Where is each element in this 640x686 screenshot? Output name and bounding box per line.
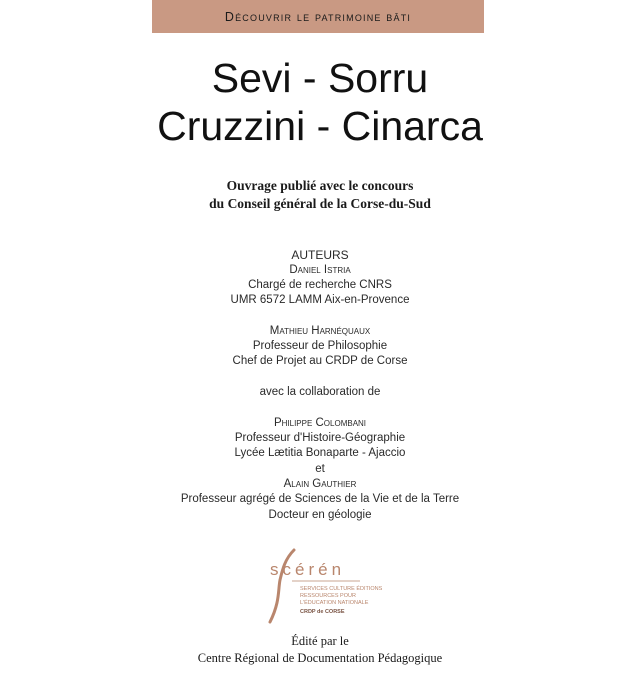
collaboration-text: avec la collaboration de	[259, 386, 381, 398]
and-text: et	[315, 463, 325, 475]
title-line-1: Sevi - Sorru	[211, 55, 429, 101]
author2-line1: Professeur de Philosophie	[252, 340, 388, 352]
series-banner-text: Découvrir le patrimoine bâti	[224, 9, 412, 24]
authors-heading: AUTEURS	[291, 248, 349, 262]
collab2-name: Alain Gauthier	[283, 478, 357, 490]
author2-name: Mathieu Harnéquaux	[269, 325, 371, 337]
publication-line-2: du Conseil général de la Corse-du-Sud	[209, 196, 431, 211]
collab1-name: Philippe Colombani	[273, 417, 367, 429]
logo-wordmark: scérén	[270, 560, 346, 579]
author1-name: Daniel Istria	[289, 264, 351, 276]
collab2-line1: Professeur agrégé de Sciences de la Vie et de la Terre	[180, 493, 460, 505]
collab1-line1: Professeur d'Histoire-Géographie	[234, 432, 406, 444]
logo-line-1: SERVICES CULTURE ÉDITIONS	[300, 586, 383, 592]
author1-line2: UMR 6572 LAMM Aix-en-Provence	[230, 294, 410, 306]
author2-line2: Chef de Projet au CRDP de Corse	[232, 355, 408, 367]
series-banner	[152, 0, 484, 33]
publication-line-1: Ouvrage publié avec le concours	[226, 178, 414, 193]
author1-line1: Chargé de recherche CNRS	[248, 279, 392, 291]
collab2-line2: Docteur en géologie	[268, 509, 372, 521]
logo-line-4: CRDP de CORSE	[300, 609, 345, 615]
logo-line-2: RESSOURCES POUR	[300, 593, 356, 599]
publisher-line-1: Édité par le	[291, 634, 349, 648]
scéren-logo	[256, 544, 396, 626]
publisher-line-2: Centre Régional de Documentation Pédagogique	[197, 651, 443, 665]
title-line-2: Cruzzini - Cinarca	[157, 103, 483, 149]
collab1-line2: Lycée Lætitia Bonaparte - Ajaccio	[234, 447, 406, 459]
logo-line-3: L'ÉDUCATION NATIONALE	[300, 600, 369, 606]
